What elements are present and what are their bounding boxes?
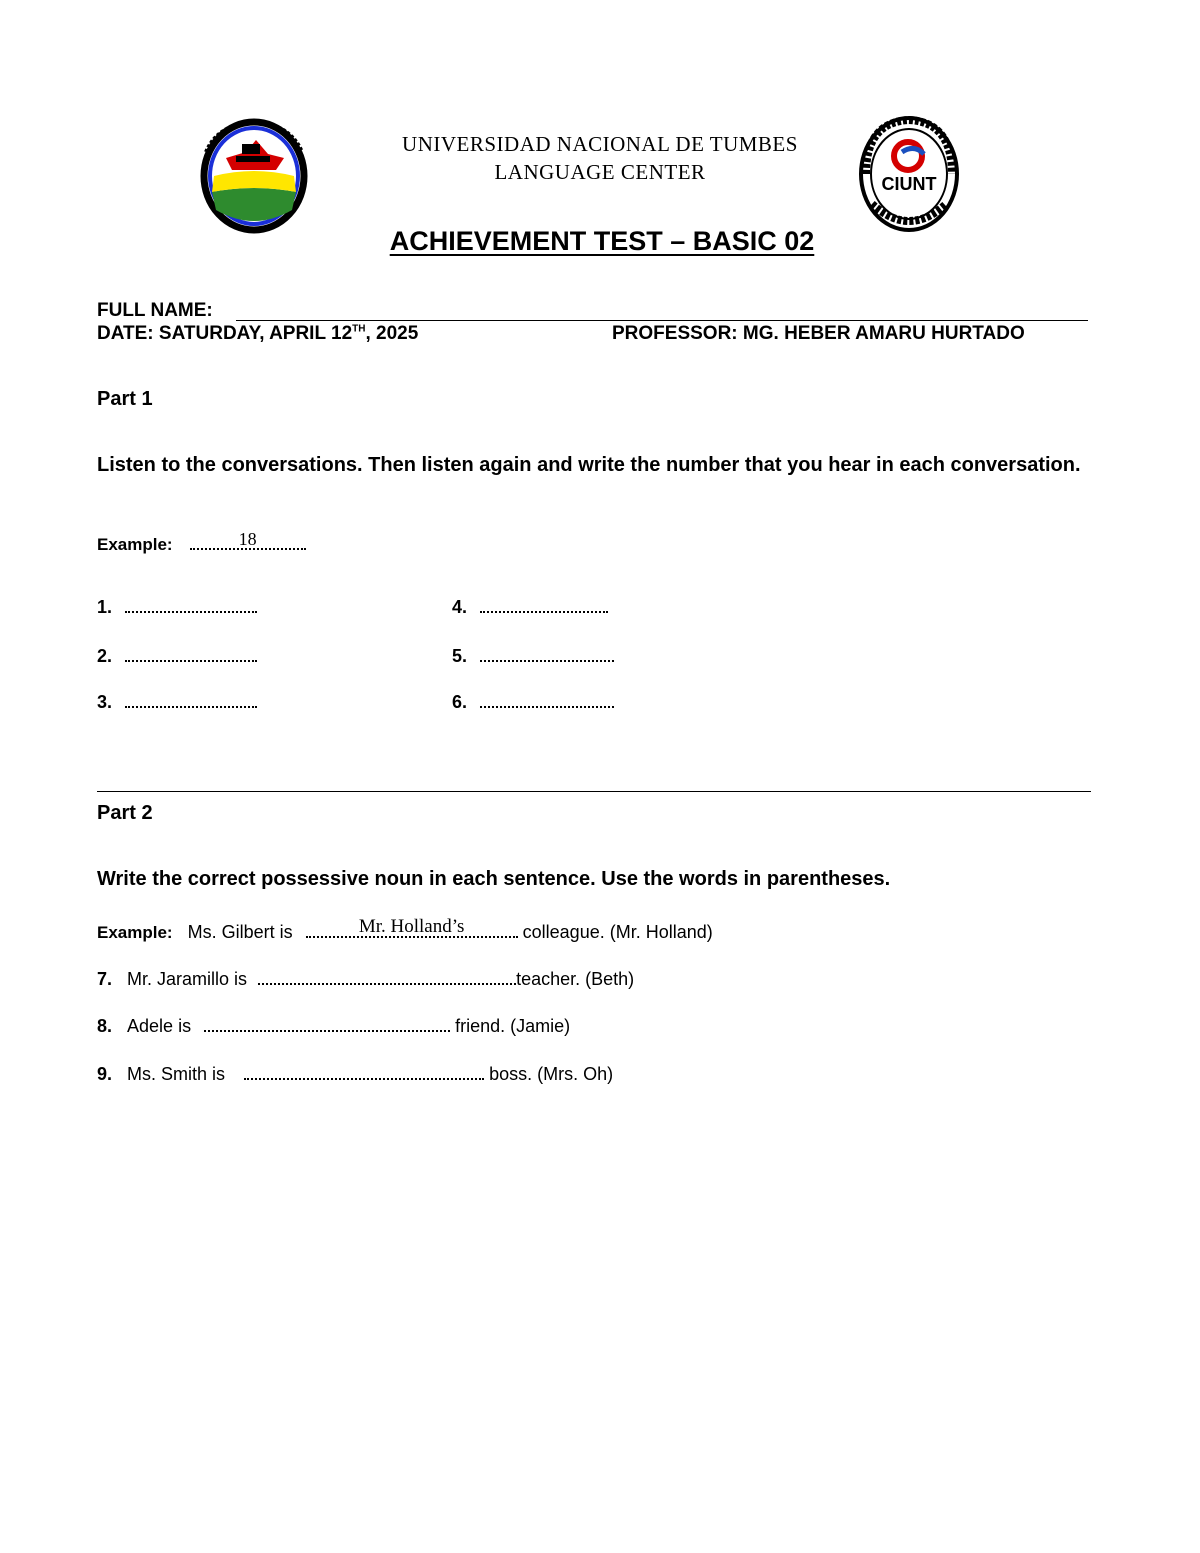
date-label: DATE: SATURDAY, APRIL 12 (97, 323, 353, 344)
university-name: UNIVERSIDAD NACIONAL DE TUMBES (402, 132, 798, 156)
part1-example-answer-line (190, 529, 306, 550)
part1-item-1: 1. (97, 597, 257, 618)
part1-item-3: 3. (97, 692, 257, 713)
answer-field-2[interactable] (125, 659, 257, 662)
part1-item-6: 6. (452, 692, 614, 713)
section-divider (97, 791, 1091, 792)
full-name-label: FULL NAME: (97, 300, 213, 321)
answer-field-9[interactable] (244, 1077, 484, 1080)
answer-field-4[interactable] (480, 610, 608, 613)
answer-field-8[interactable] (204, 1029, 450, 1032)
part2-example-after: colleague. (Mr. Holland) (522, 922, 713, 942)
language-center-name: LANGUAGE CENTER (494, 160, 706, 184)
part2-heading: Part 2 (97, 802, 153, 824)
answer-field-3[interactable] (125, 705, 257, 708)
part2-example (97, 916, 713, 943)
part2-item-9: 9. Ms. Smith is boss. (Mrs. Oh) (97, 1064, 614, 1084)
part1-item-2: 2. (97, 646, 257, 667)
part1-item-4: 4. (452, 597, 608, 618)
part2-item-7: 7. Mr. Jaramillo is teacher. (Beth) (97, 969, 635, 989)
date-line (97, 323, 418, 345)
ciunt-logo-text: CIUNT (881, 174, 937, 194)
part2-instruction: Write the correct possessive noun in each sentence. Use the words in parentheses. (97, 868, 891, 890)
part2-example-label: Example: (97, 923, 173, 942)
full-name-field[interactable] (236, 320, 1088, 321)
part1-example-label: Example: (97, 535, 173, 554)
part1-example (97, 529, 306, 555)
date-superscript: TH (352, 323, 366, 335)
test-title: ACHIEVEMENT TEST – BASIC 02 (389, 226, 815, 256)
part1-example-answer: 18 (238, 529, 257, 549)
answer-field-5[interactable] (480, 659, 614, 662)
answer-field-1[interactable] (125, 610, 257, 613)
part2-example-before: Ms. Gilbert is (187, 922, 293, 942)
part1-item-5: 5. (452, 646, 614, 667)
answer-field-7[interactable] (258, 982, 516, 985)
part1-heading: Part 1 (97, 388, 153, 410)
university-seal-logo (196, 114, 310, 234)
part2-example-answer: Mr. Holland’s (358, 916, 465, 937)
professor-label: PROFESSOR: MG. HEBER AMARU HURTADO (612, 323, 1025, 344)
answer-field-6[interactable] (480, 705, 614, 708)
date-year: , 2025 (365, 323, 419, 344)
ciunt-seal-logo (858, 114, 960, 234)
part2-example-answer-line (306, 916, 518, 938)
part1-instruction: Listen to the conversations. Then listen again and write the number that you hear in each conversation. (97, 454, 1081, 476)
part2-item-8: 8. Adele is friend. (Jamie) (97, 1016, 571, 1036)
